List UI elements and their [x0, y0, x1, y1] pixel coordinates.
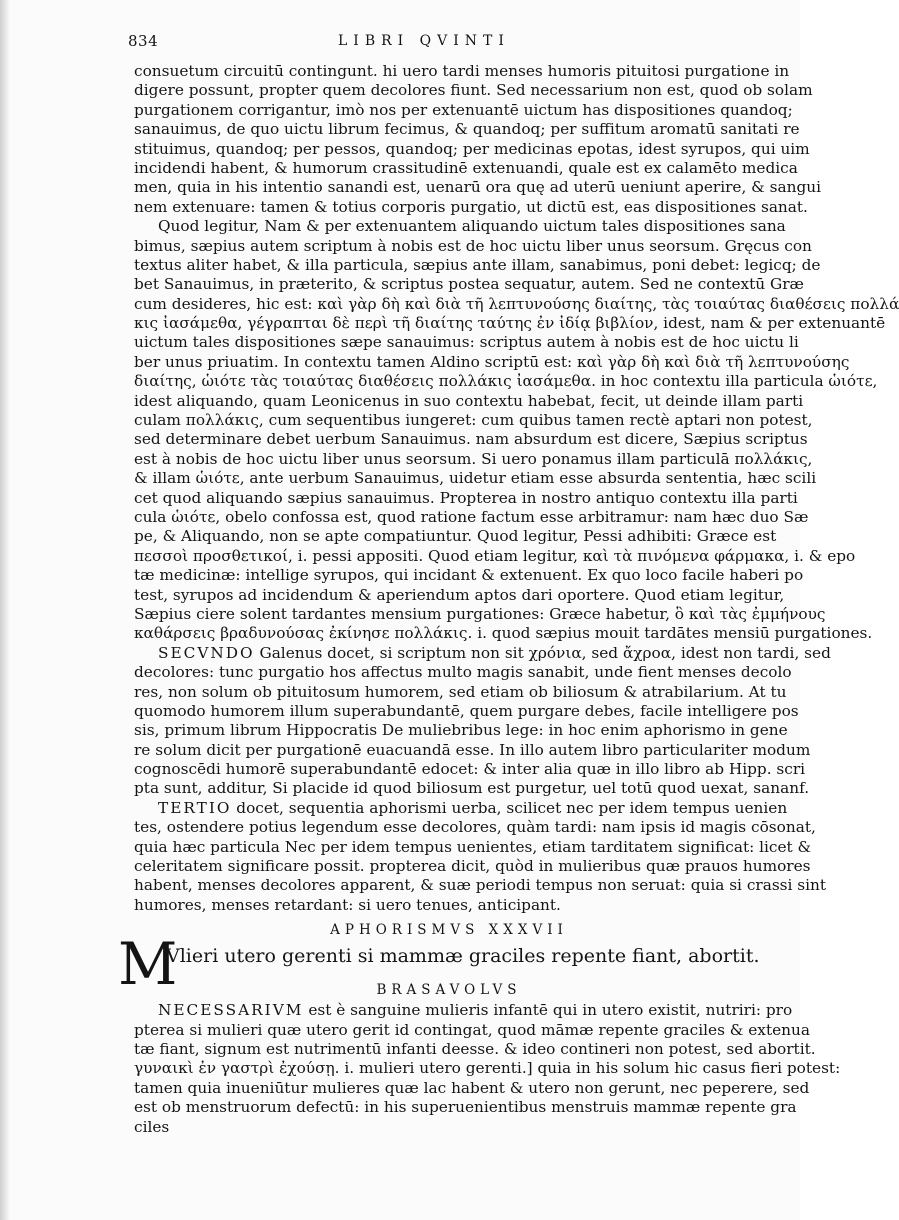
- text-line: idest aliquando, quam Leonicenus in suo contextu habebat, fecit, ut deinde illam parti: [134, 391, 804, 410]
- text-line: est à nobis de hoc uictu liber unus seorsum. Si uero ponamus illam particulā πολλάκις,: [134, 449, 813, 468]
- drop-cap: M: [118, 930, 178, 999]
- secundo-first-text: Galenus docet, si scriptum non sit χρόνια, sed ἄχροα, idest non tardi, sed: [259, 643, 831, 662]
- text-line: quomodo humorem illum superabundantē, quem purgare debes, facile intelligere pos: [134, 701, 799, 720]
- text-line: quia hæc particula Nec per idem tempus uenientes, etiam tarditatem significat: licet &: [134, 837, 812, 856]
- text-line: pe, & Aliquando, non se apte compatiuntur. Quod legitur, Pessi adhibiti: Græce est: [134, 527, 777, 546]
- text-line: re solum dicit per purgationē euacuandā esse. In illo autem libro particulariter modum: [134, 740, 811, 759]
- tertio-paragraph: [134, 818, 827, 915]
- text-line: textus aliter habet, & illa particula, sæpius ante illam, sanabimus, poni debet: legicq; de: [134, 255, 821, 274]
- text-line: sed determinare debet uerbum Sanauimus. nam absurdum est dicere, Sæpius scriptus: [134, 430, 808, 449]
- running-head: [128, 32, 768, 54]
- text-line: nem extenuare: tamen & totius corporis purgatio, ut dictū est, eas dispositiones sanat.: [134, 197, 808, 216]
- text-line: res, non solum ob pituitosum humorem, sed etiam ob biliosum & atrabilarium. At tu: [134, 682, 787, 701]
- text-line: cula ὡιότε, obelo confossa est, quod ratione factum esse arbitramur: nam hæc duo Sæ: [134, 507, 809, 526]
- aphorism-heading: APHORISMVS XXXVII: [330, 922, 568, 939]
- tertio-label: TERTIO: [158, 798, 232, 817]
- text-line: pta sunt, additur, Si placide id quod biliosum est purgetur, uel totū quod uexat, sananf.: [134, 779, 810, 798]
- text-line: habent, menses decolores apparent, & suæ periodi tempus non seruat: quia si crassi sint: [134, 876, 827, 895]
- text-line: διαίτης, ὡιότε τὰς τοιαύτας διαθέσεις πολλάκις ἰασάμεθα. in hoc contextu illa particula ὡιότε,: [134, 372, 878, 391]
- text-line: men, quia in his intentio sanandi est, uenarū ora quę ad uterū ueniunt aperire, & sangui: [134, 178, 822, 197]
- commentator-heading: BRASAVOLVS: [376, 982, 522, 999]
- text-line: tæ medicinæ: intellige syrupos, qui incidant & extenuent. Ex quo loco facile haberi po: [134, 566, 804, 585]
- page-number: 834: [128, 32, 159, 50]
- text-line: incidendi habent, & humorum crassitudinē extenuandi, quale est ex calamēto medica: [134, 158, 798, 177]
- text-line: purgationem corrigantur, imò nos per extenuantē uictum has dispositiones quandoq;: [134, 100, 793, 119]
- text-line: celeritatem significare possit. propterea dicit, quòd in mulieribus quæ prauos humores: [134, 857, 811, 876]
- text-line: πεσσοὶ προσθετικοί, i. pessi appositi. Quod etiam legitur, καὶ τὰ πινόμενα φάρμακα, i. & epo: [134, 546, 856, 565]
- text-line: γυναικὶ ἐν γαστρὶ ἐχούσῃ. i. mulieri utero gerenti.] quia in his solum hic casus fieri potest:: [134, 1059, 841, 1078]
- text-line: κις ἰασάμεθα, γέγραπται δὲ περὶ τῆ διαίτης ταύτης ἐν ἰδίᾳ βιβλίον, idest, nam & per extenuantē: [134, 314, 886, 333]
- page-gutter-shadow: [0, 0, 10, 1220]
- tertio-first-line: [134, 798, 788, 818]
- text-line: consuetum circuitū contingunt. hi uero tardi menses humoris pituitosi purgatione in: [134, 62, 790, 80]
- text-line: uictum tales dispositiones sæpe sanauimus: scriptus autem à nobis est de hoc uictu li: [134, 333, 799, 352]
- text-line: humores, menses retardant: si uero tenues, anticipant.: [134, 895, 561, 914]
- text-line: cet quod aliquando sæpius sanauimus. Propterea in nostro antiquo contextu illa parti: [134, 488, 798, 507]
- text-line: tæ fiant, signum est nutrimentū infanti deesse. & ideo contineri non potest, sed abortit.: [134, 1039, 816, 1058]
- text-line: bet Sanauimus, in præterito, & scriptus postea sequatur, autem. Sed ne contextū Græ: [134, 275, 804, 294]
- text-line: stituimus, quandoq; per pessos, quandoq; per medicinas epotas, idest syrupos, qui uim: [134, 139, 810, 158]
- text-line: est ob menstruorum defectū: in his superuenientibus menstruis mammæ repente gra: [134, 1098, 797, 1117]
- main-text: [118, 62, 899, 1137]
- text-line: cum desideres, hic est: καὶ γὰρ δὴ καὶ διὰ τῆ λεπτυνούσης διαίτης, τὰς τοιαύτας διαθέσεις πολλά: [134, 294, 899, 313]
- commentary-label: NECESSARIVM: [158, 1001, 304, 1020]
- text-line: καθάρσεις βραδυνούσας ἐκίνησε πολλάκις. i. quod sæpius mouit tardātes mensiū purgationes.: [134, 624, 873, 643]
- secundo-first-line: [134, 643, 831, 663]
- text-line: tes, ostendere potius legendum esse decolores, quàm tardi: nam ipsis id magis cōsonat,: [134, 818, 816, 837]
- text-line: Sæpius ciere solent tardantes mensium purgationes: Græce habetur, ὃ καὶ τὰς ἐμμήνους: [134, 604, 826, 623]
- tertio-first-text: docet, sequentia aphorismi uerba, scilicet nec per idem tempus uenien: [236, 798, 788, 817]
- text-line: bimus, sæpius autem scriptum à nobis est de hoc uictu liber unus seorsum. Gręcus con: [134, 236, 812, 255]
- text-line: sanauimus, de quo uictu librum fecimus, & quandoq; per suffitum aromatū sanitati re: [134, 120, 800, 139]
- text-line: ciles: [134, 1117, 170, 1136]
- text-line: pterea si mulieri quæ utero gerit id contingat, quod māmæ repente graciles & extenua: [134, 1020, 810, 1039]
- commentary-first-text: est è sanguine mulieris infantē qui in utero existit, nutriri: pro: [308, 1001, 793, 1020]
- commentary-final-paragraph: [134, 1020, 841, 1137]
- text-line: sis, primum librum Hippocratis De muliebribus lege: in hoc enim aphorismo in gene: [134, 721, 788, 740]
- secundo-label: SECVNDO: [158, 643, 255, 662]
- secundo-paragraph: [134, 663, 811, 799]
- text-line: decolores: tunc purgatio hos affectus multo magis sanabit, unde fient menses decolo: [134, 663, 792, 682]
- text-line: Quod legitur, Nam & per extenuantem aliquando uictum tales dispositiones sana: [158, 217, 786, 236]
- text-line: test, syrupos ad incidendum & aperiendum aptos dari oportere. Quod etiam legitur,: [134, 585, 785, 604]
- text-line: cognoscēdi humorē superabundantē edocet: & inter alia quæ in illo libro ab Hipp. scri: [134, 760, 806, 779]
- text-line: & illam ὡιότε, ante uerbum Sanauimus, uidetur etiam esse absurda sententia, hæc scili: [134, 469, 817, 488]
- text-line: culam πολλάκις, cum sequentibus iungeret: cum quibus tamen rectè aptari non potest,: [134, 411, 813, 430]
- text-line: tamen quia inueniūtur mulieres quæ lac habent & utero non gerunt, nec peperere, sed: [134, 1078, 810, 1097]
- running-title: LIBRI QVINTI: [338, 33, 510, 49]
- commentary-paragraphs: [134, 62, 899, 644]
- text-line: ber unus priuatim. In contextu tamen Aldino scriptū est: καὶ γὰρ δὴ καὶ διὰ τῆ λεπτυνούσης: [134, 352, 850, 371]
- aphorism-text: Vlieri utero gerenti si mammæ graciles repente fiant, abortit.: [166, 945, 760, 968]
- commentary-first-line: [134, 1001, 793, 1020]
- text-line: digere possunt, propter quem decolores fiunt. Sed necessarium non est, quod ob solam: [134, 81, 813, 100]
